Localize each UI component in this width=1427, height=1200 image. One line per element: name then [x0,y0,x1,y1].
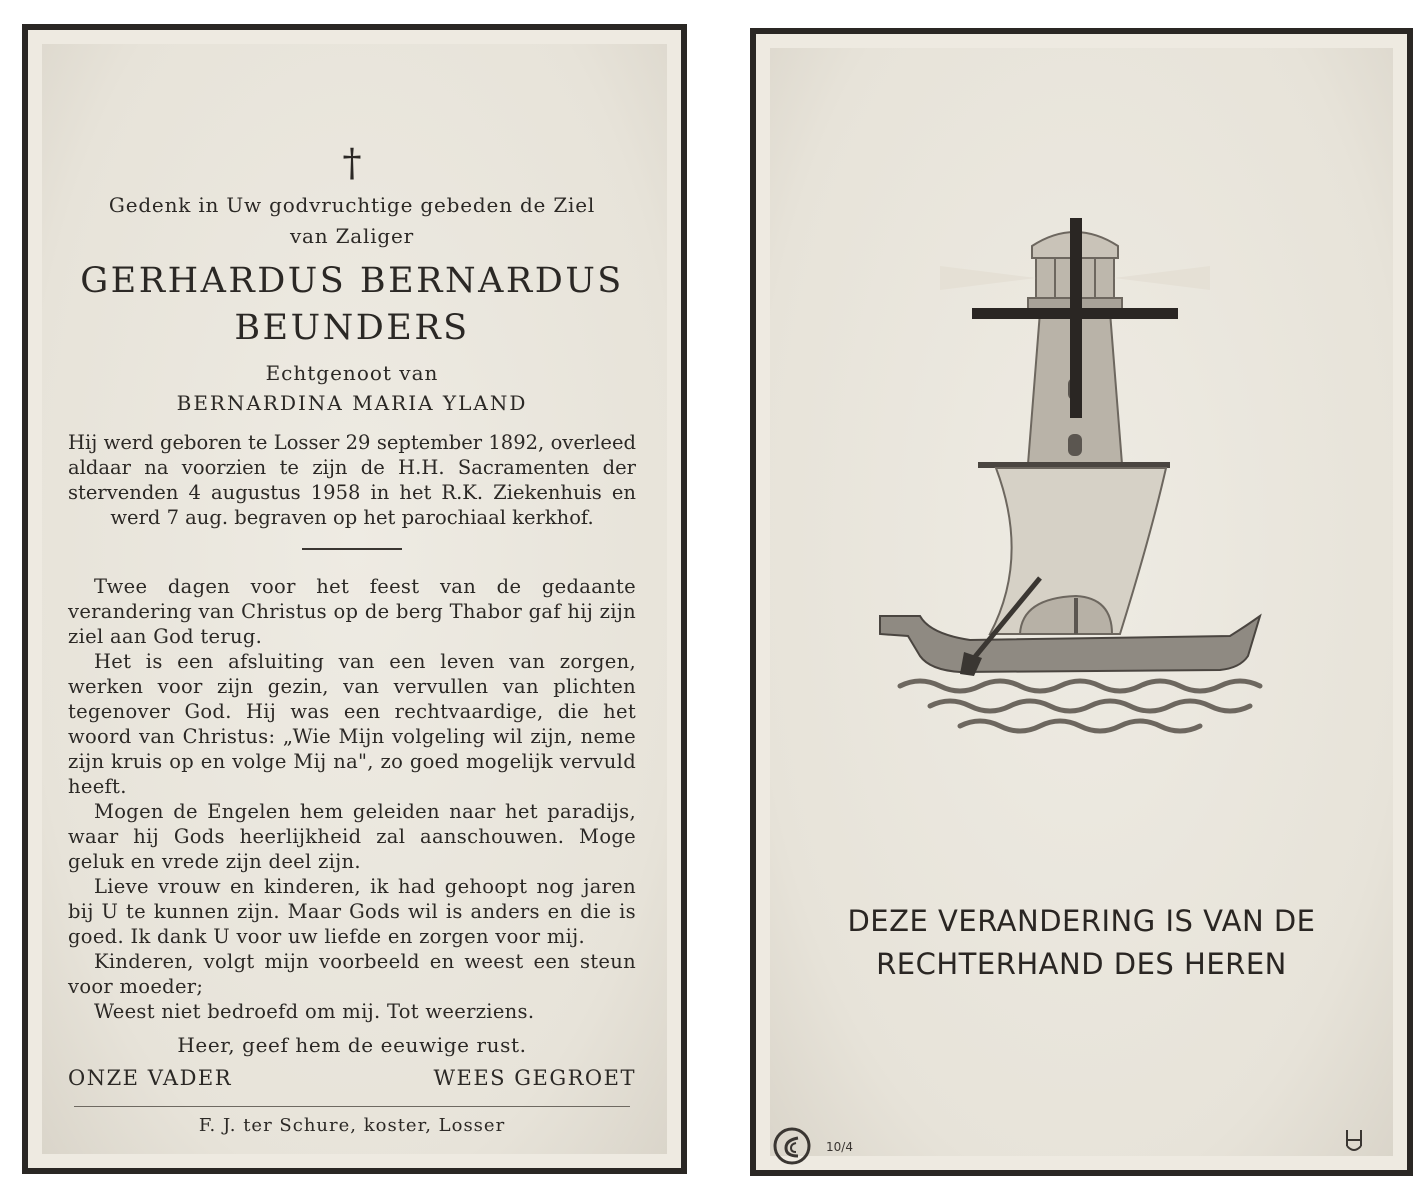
intro-line-2: van Zaliger [289,224,415,248]
printer-credit: F. J. ter Schure, koster, Losser [198,1115,506,1136]
prayer-hail-mary: WEES GEGROET [433,1066,636,1090]
footer-divider [74,1106,630,1107]
divider [302,548,402,550]
card-text-block [68,142,636,1136]
paragraph: Weest niet bedroefd om mij. Tot weerziens. [94,1000,535,1023]
rest-prayer: Heer, geef hem de eeuwige rust. [177,1033,527,1057]
motto-line-2: RECHTERHAND DES HEREN [876,947,1287,981]
deceased-surname: BEUNDERS [234,308,470,348]
memorial-card-back [750,28,1413,1176]
memorial-text [68,574,636,1024]
paragraph: Kinderen, volgt mijn voorbeeld en weest een steun voor moeder; [68,950,636,998]
cross-icon: † [342,141,362,185]
spouse-label: Echtgenoot van [265,361,439,385]
sail-icon [978,462,1170,634]
motto-line-1: DEZE VERANDERING IS VAN DE [847,904,1316,938]
prayer-our-father: ONZE VADER [68,1066,233,1090]
deceased-first-names: GERHARDUS BERNARDUS [80,261,624,301]
intro-line-1: Gedenk in Uw godvruchtige gebeden de Ziel [108,193,596,217]
paragraph: Lieve vrouw en kinderen, ik had gehoopt nog jaren bij U te kunnen zijn. Maar Gods wil is anders en die is goed. Ik dank U voor uw liefde en zorgen voor mij. [68,875,636,948]
spouse-name: BERNARDINA MARIA YLAND [176,391,528,415]
paragraph: Het is een afsluiting van een leven van zorgen, werken voor zijn gezin, van vervullen van plichten tegenover God. Hij was een rechtvaardige, die het woord van Christus: „Wie Mijn volgeling wil zijn, neme zijn kruis op en volge Mij na", zo goed mogelijk vervuld heeft. [68,650,636,798]
lighthouse-ship-illustration [850,178,1290,738]
publisher-logo-icon [772,1126,812,1166]
paragraph: Twee dagen voor het feest van de gedaante verandering van Christus op de berg Thabor gaf hij zijn ziel aan God terug. [68,575,636,648]
prayer-row [68,1066,636,1090]
cross-icon [972,218,1178,418]
paragraph: Mogen de Engelen hem geleiden naar het paradijs, waar hij Gods heerlijkheid zal aanschouwen. Moge geluk en vrede zijn deel zijn. [68,800,636,873]
monogram-icon [1343,1128,1365,1154]
series-code: 10/4 [826,1140,853,1154]
motto [770,900,1393,986]
waves-icon [900,681,1260,731]
biography: Hij werd geboren te Losser 29 september 1892, overleed aldaar na voorzien te zijn de H.H. Sacramenten der stervenden 4 augustus 1958 in het R.K. Ziekenhuis en werd 7 aug. begraven op het parochiaal kerkhof. [68,431,636,529]
memorial-card-front [22,24,687,1174]
